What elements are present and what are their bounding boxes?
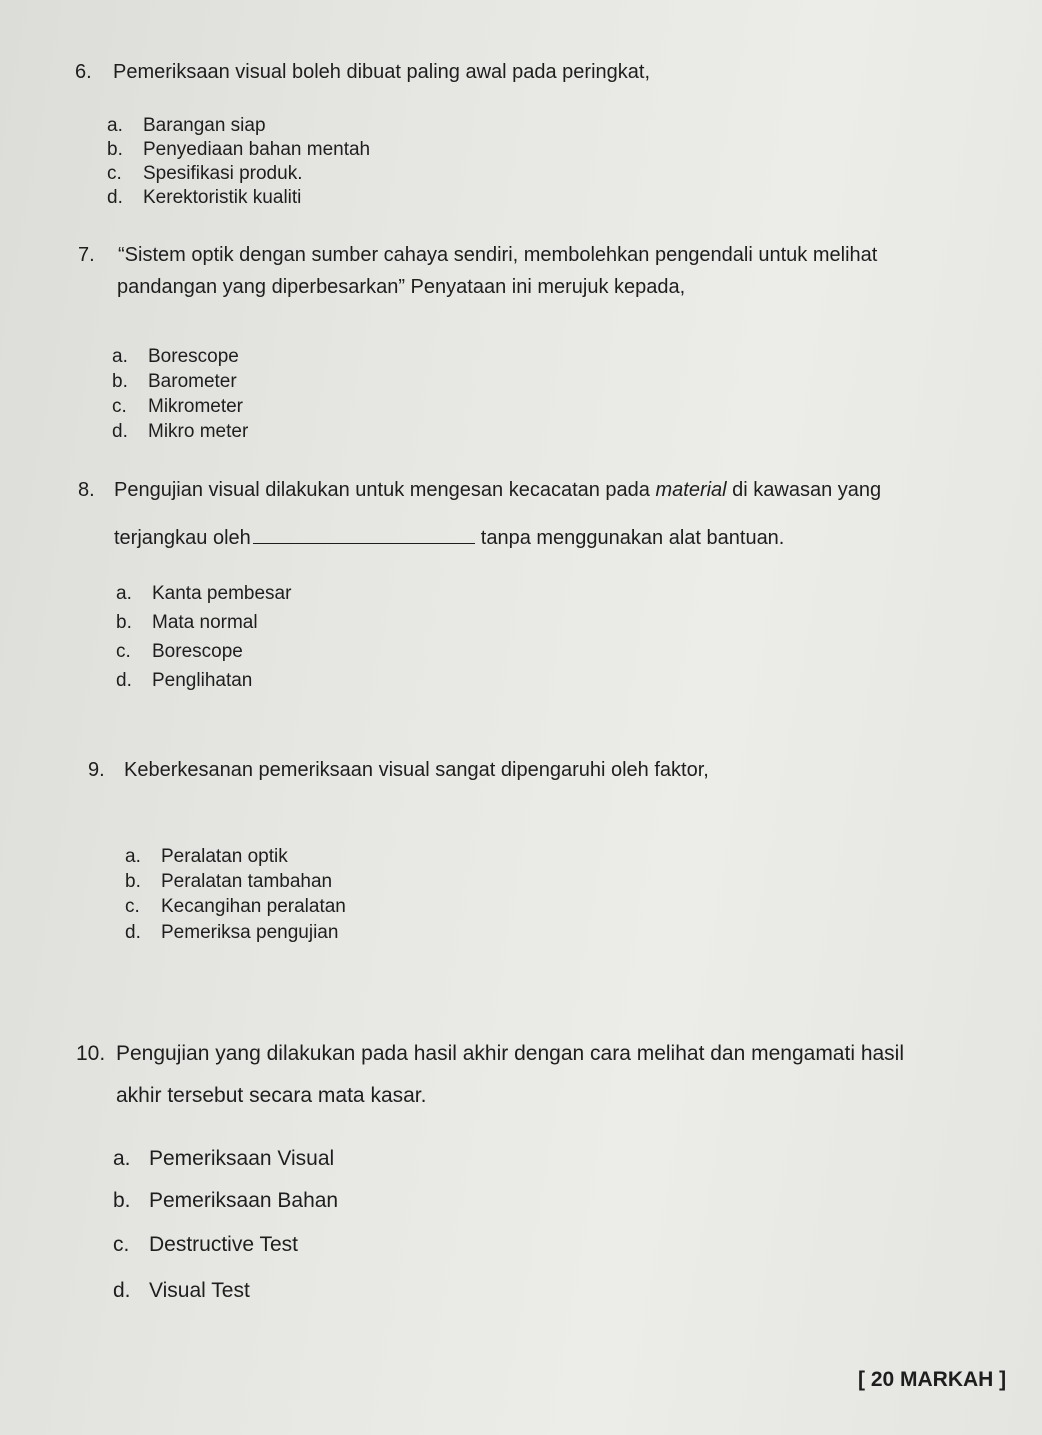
- question-6-option-c[interactable]: [107, 162, 302, 186]
- option-text: Peralatan tambahan: [161, 871, 333, 892]
- question-number: 6.: [75, 61, 92, 83]
- option-text: Mikro meter: [148, 421, 249, 442]
- question-6-option-d[interactable]: [107, 186, 301, 210]
- option-text: Pemeriksaan Bahan: [149, 1189, 339, 1212]
- option-letter: b.: [112, 371, 128, 392]
- option-letter: b.: [125, 871, 141, 892]
- question-7-option-d[interactable]: [112, 420, 248, 444]
- question-7-stem-line1: [78, 243, 877, 267]
- option-text: Penyediaan bahan mentah: [143, 139, 371, 160]
- question-text: tanpa menggunakan alat bantuan.: [480, 527, 785, 549]
- question-text: pandangan yang diperbesarkan” Penyataan ini merujuk kepada,: [117, 276, 686, 298]
- option-text: Spesifikasi produk.: [143, 163, 303, 184]
- question-6-option-b[interactable]: [107, 138, 370, 162]
- question-number: 9.: [88, 759, 105, 781]
- question-7-stem-line2: [117, 275, 685, 299]
- question-number: 10.: [76, 1042, 106, 1065]
- option-letter: b.: [116, 612, 132, 633]
- option-letter: c.: [113, 1233, 130, 1256]
- option-letter: c.: [112, 396, 127, 417]
- option-letter: d.: [125, 922, 141, 943]
- question-9-option-c[interactable]: [125, 895, 346, 919]
- question-9-option-a[interactable]: [125, 845, 288, 869]
- option-text: Pemeriksaan Visual: [149, 1147, 335, 1170]
- question-7-option-b[interactable]: [112, 370, 237, 394]
- question-number: 8.: [78, 479, 95, 501]
- option-letter: d.: [107, 187, 123, 208]
- question-9-option-b[interactable]: [125, 870, 332, 894]
- option-text: Kanta pembesar: [152, 583, 292, 604]
- question-6-stem: [75, 60, 650, 84]
- option-text: Borescope: [152, 641, 243, 662]
- question-8-stem-line1: [78, 478, 881, 502]
- option-letter: d.: [116, 670, 132, 691]
- option-text: Kerektoristik kualiti: [143, 187, 302, 208]
- option-letter: c.: [125, 896, 140, 917]
- question-10-option-b[interactable]: [113, 1189, 338, 1213]
- option-letter: c.: [107, 163, 122, 184]
- question-8-option-c[interactable]: [116, 640, 243, 664]
- option-text: Mikrometer: [148, 396, 244, 417]
- option-letter: d.: [112, 421, 128, 442]
- option-text: Mata normal: [152, 612, 258, 633]
- question-10-stem-line2: [116, 1084, 426, 1108]
- question-text: Keberkesanan pemeriksaan visual sangat dipengaruhi oleh faktor,: [124, 759, 709, 781]
- question-6-option-a[interactable]: [107, 114, 266, 138]
- question-10-option-c[interactable]: [113, 1233, 298, 1257]
- option-letter: a.: [113, 1147, 131, 1170]
- option-text: Kecangihan peralatan: [161, 896, 346, 917]
- option-letter: a.: [112, 346, 128, 367]
- question-text-italic: material: [655, 479, 727, 501]
- question-10-stem-line1: [76, 1042, 904, 1066]
- question-text: terjangkau oleh: [114, 527, 251, 549]
- option-text: Barometer: [148, 371, 237, 392]
- question-9-option-d[interactable]: [125, 921, 338, 945]
- option-letter: d.: [113, 1279, 131, 1302]
- option-text: Destructive Test: [149, 1233, 298, 1256]
- option-letter: c.: [116, 641, 131, 662]
- question-7-option-a[interactable]: [112, 345, 239, 369]
- option-text: Borescope: [148, 346, 239, 367]
- question-text: Pengujian yang dilakukan pada hasil akhir dengan cara melihat dan mengamati hasil: [116, 1042, 905, 1065]
- option-text: Visual Test: [149, 1279, 250, 1302]
- question-9-stem: [88, 758, 709, 782]
- question-text: di kawasan yang: [726, 479, 882, 501]
- option-letter: b.: [107, 139, 123, 160]
- answer-blank[interactable]: [253, 525, 475, 544]
- question-8-stem-line2: [114, 525, 784, 550]
- question-number: 7.: [78, 244, 95, 266]
- option-text: Barangan siap: [143, 115, 266, 136]
- option-letter: a.: [107, 115, 123, 136]
- option-text: Pemeriksa pengujian: [161, 922, 339, 943]
- question-text: akhir tersebut secara mata kasar.: [116, 1084, 427, 1107]
- option-letter: b.: [113, 1189, 131, 1212]
- question-8-option-d[interactable]: [116, 669, 252, 693]
- question-10-option-d[interactable]: [113, 1279, 250, 1303]
- question-10-option-a[interactable]: [113, 1147, 334, 1171]
- total-marks: [ 20 MARKAH ]: [858, 1368, 1007, 1391]
- question-7-option-c[interactable]: [112, 395, 243, 419]
- option-letter: a.: [116, 583, 132, 604]
- question-text: Pemeriksaan visual boleh dibuat paling awal pada peringkat,: [113, 61, 651, 83]
- option-text: Peralatan optik: [161, 846, 288, 867]
- question-text: “Sistem optik dengan sumber cahaya sendiri, membolehkan pengendali untuk melihat: [118, 244, 878, 266]
- option-text: Penglihatan: [152, 670, 253, 691]
- question-text: Pengujian visual dilakukan untuk mengesan kecacatan pada: [114, 479, 656, 501]
- question-8-option-b[interactable]: [116, 611, 258, 635]
- option-letter: a.: [125, 846, 141, 867]
- question-8-option-a[interactable]: [116, 582, 291, 606]
